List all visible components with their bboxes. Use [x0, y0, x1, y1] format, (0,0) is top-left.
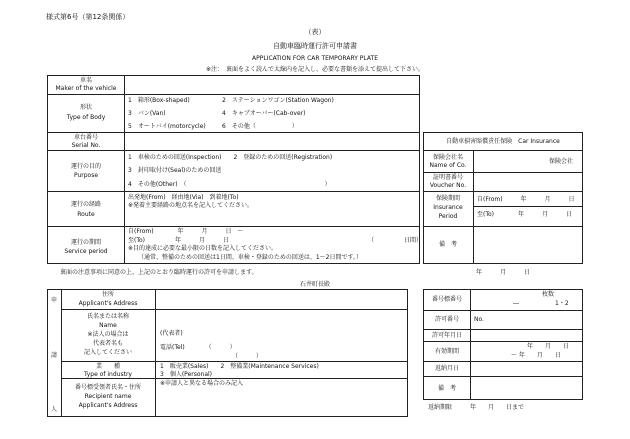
period-to[interactable]: 至(To) 年 月 日	[128, 237, 229, 244]
sheets-value: 1・2	[555, 300, 569, 307]
recipient-label-line: Applicant's Address	[78, 402, 138, 409]
instruction-note: ※注： 裏面をよく読んで太線内を記入し、必要な書類を添えて提出して下さい。	[205, 66, 425, 73]
industry-option[interactable]: 1 販売業(Sales) 2 整備業(Maintenance Services)	[160, 363, 319, 370]
industry-option[interactable]: 3 個人(Personal)	[160, 371, 213, 378]
consent-text: 裏面の注意事項に同意の上、上記のとおり臨時運行の許可を申請します。	[60, 269, 258, 276]
period-from[interactable]: 自(From) 年 月 日 ～	[128, 228, 244, 235]
purpose-label: 運行の目的	[70, 163, 101, 170]
tel-field-2[interactable]: （ ）	[232, 353, 263, 360]
industry-label: 業 種	[95, 363, 120, 370]
serial-input[interactable]	[126, 134, 418, 149]
period-days[interactable]: （ 日間）	[368, 237, 423, 244]
industry-label-en: Type of industry	[84, 371, 132, 378]
recipient-label-line: Recipient name	[84, 393, 132, 400]
valid-period-from: 年 月 日	[527, 343, 570, 350]
applicant-side-char: 人	[51, 406, 58, 413]
route-input[interactable]	[126, 211, 418, 225]
name-label-line: 記入してください	[83, 349, 132, 356]
body-type-option[interactable]: 4 キャブオーバー(Cab-over)	[222, 110, 306, 117]
application-date[interactable]: 年 月 日	[476, 269, 531, 276]
page-title: 自動車臨時運行許可申請書	[273, 42, 357, 50]
body-type-option[interactable]: 5 オートバイ(motorcycle)	[128, 123, 206, 130]
serial-label: 車台番号	[73, 134, 98, 141]
body-type-label-en: Type of Body	[66, 114, 106, 121]
form-side: （表）	[304, 28, 326, 36]
body-type-option[interactable]: 6 その他（ ）	[222, 123, 298, 130]
insurance-period-label: 保険期間 Insurance Period	[433, 195, 463, 220]
permit-date-label: 許可年月日	[431, 332, 462, 339]
insurance-company-label: 保険会社名 Name of Co.	[429, 154, 467, 169]
name-label-line: Name	[99, 322, 117, 329]
period-note-2: （通常、整備のための回送は1日間、車検・登録のための回送は、1～2日間です。）	[138, 254, 362, 261]
period-note: ※目的達成に必要な最小限の日数を記入してください。	[128, 245, 278, 252]
route-text: 出発地(From) 経由地(Via) 到着地(To)	[128, 194, 239, 201]
maker-label-en: Maker of the vehicle	[55, 85, 117, 92]
route-note: ※発着主要経路の地点名を記入してください。	[128, 202, 254, 209]
insurance-voucher-label: 証明書番号 Voucher No.	[429, 174, 467, 189]
address-label-en: Applicant's Address	[78, 300, 138, 307]
body-type-label: 形状	[79, 104, 92, 111]
maker-label: 車名	[79, 77, 92, 84]
sheets-label: 枚数	[542, 291, 555, 298]
applicant-side-char: 申	[51, 297, 58, 304]
return-date-label: 返納月日	[434, 365, 459, 372]
applicant-side-char: 請	[51, 352, 58, 359]
address-input[interactable]	[157, 291, 406, 308]
address-label: 住所	[101, 291, 114, 298]
body-type-option[interactable]: 3 バン(Van)	[128, 110, 166, 117]
tel-field[interactable]: 電話(Tel) （ ）	[160, 344, 236, 351]
insurance-to[interactable]: 至(To) 年 月 日	[477, 211, 572, 218]
permit-number-label: 許可番号	[434, 316, 459, 323]
insurance-remarks-input[interactable]	[475, 228, 581, 262]
purpose-label-en: Purpose	[73, 172, 99, 179]
body-type-option[interactable]: 1 箱形(Box-shaped)	[128, 97, 190, 104]
page-title-en: APPLICATION FOR CAR TEMPORARY PLATE	[251, 55, 378, 62]
insurance-company-input[interactable]	[475, 152, 547, 170]
period-label: 運行の期間	[70, 239, 101, 246]
name-label-line: 代表者名も	[92, 340, 123, 347]
return-deadline: 返納期限 年 月 日まで	[428, 404, 525, 411]
office-remarks-label: 備 考	[437, 385, 456, 392]
recipient-note: ※申請人と異なる場合のみ記入	[160, 380, 244, 387]
purpose-option[interactable]: 3 封印取付け(Seal)のための回送	[128, 167, 222, 174]
insurance-voucher-input[interactable]	[475, 174, 581, 190]
serial-label-en: Serial No.	[71, 142, 101, 149]
period-label-en: Service period	[64, 248, 108, 255]
form-number: 様式第6号（第12条関係）	[46, 13, 130, 21]
mayor-addressee: 石井町長殿	[299, 281, 330, 288]
valid-period-label: 有効期間	[434, 348, 459, 355]
representative-label: (代表者)	[160, 330, 183, 337]
name-label-line: 氏名または名称	[86, 313, 129, 320]
body-type-option[interactable]: 2 ステーションワゴン(Station Wagon)	[222, 97, 334, 104]
permit-number-prefix: No.	[474, 316, 484, 323]
purpose-option[interactable]: 4 その他(Other) （ ）	[128, 181, 331, 188]
purpose-option[interactable]: 1 車検のための回送(Inspection) 2 登録のための回送(Registration)	[128, 154, 333, 161]
recipient-label-line: 番号標受領者氏名・住所	[74, 384, 141, 391]
route-label-en: Route	[77, 211, 95, 218]
insurance-company-suffix: 保険会社	[549, 158, 574, 165]
insurance-from[interactable]: 自(From) 年 月 日	[477, 196, 575, 203]
route-label: 運行の経路	[70, 201, 101, 208]
maker-input[interactable]	[126, 77, 418, 93]
insurance-title: 自動車損害賠償責任保険 Car Insurance	[446, 138, 560, 145]
insurance-remarks-label: 備 考	[438, 241, 457, 248]
plate-number-dash: ―	[513, 300, 519, 307]
valid-period-to: ～ 年 月 日	[511, 352, 561, 359]
plate-number-label: 番号標番号	[431, 296, 462, 303]
name-label-line: ※法人の場合は	[87, 331, 129, 338]
